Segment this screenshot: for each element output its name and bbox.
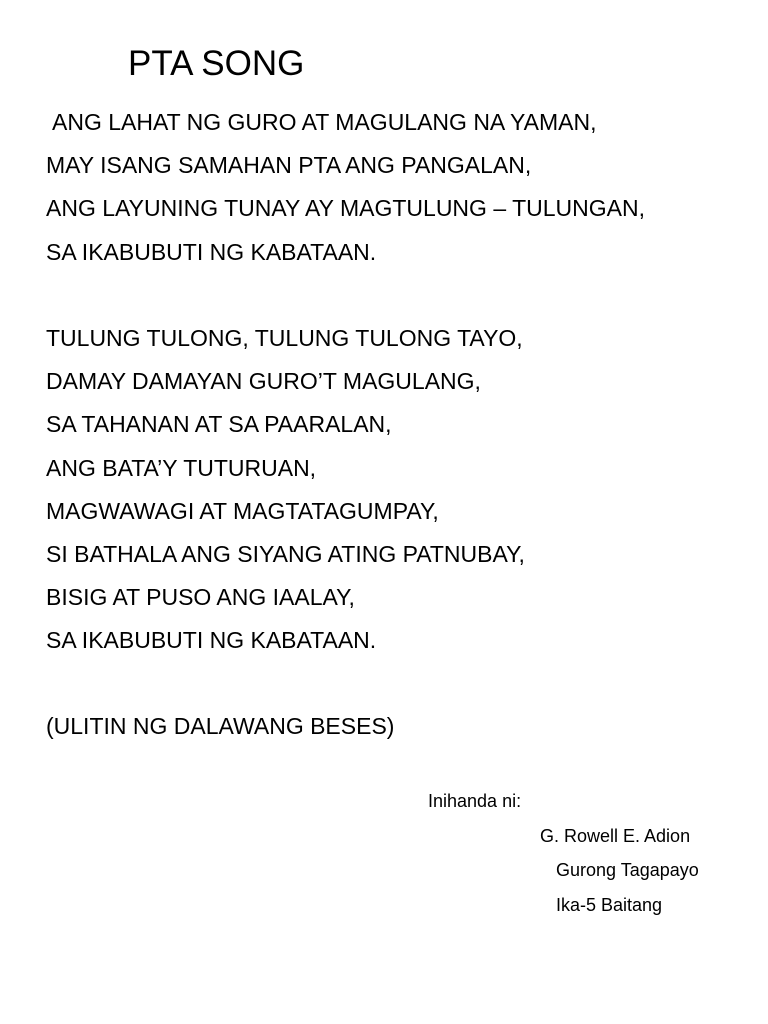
lyric-line: TULUNG TULONG, TULUNG TULONG TAYO, [46,325,523,351]
repeat-note: (ULITIN NG DALAWANG BESES) [46,713,395,739]
verse-2 [46,320,756,666]
author-role: Gurong Tagapayo [556,860,699,880]
prepared-by-label: Inihanda ni: [428,791,522,811]
lyric-line: MAGWAWAGI AT MAGTATAGUMPAY, [46,497,439,524]
lyric-line: SI BATHALA ANG SIYANG ATING PATNUBAY, [46,540,525,567]
verse-1 [46,104,756,277]
lyric-line: ANG LAHAT NG GURO AT MAGULANG NA YAMAN, [52,109,597,135]
lyric-line: MAY ISANG SAMAHAN PTA ANG PANGALAN, [46,152,532,179]
lyric-line: DAMAY DAMAYAN GURO’T MAGULANG, [46,368,481,395]
lyric-line: ANG BATA’Y TUTURUAN, [46,454,317,481]
lyric-line: SA IKABUBUTI NG KABATAAN. [46,238,377,265]
author-name: G. Rowell E. Adion [540,826,691,846]
lyric-line: SA IKABUBUTI NG KABATAAN. [46,627,377,654]
song-title: PTA SONG [128,44,305,83]
author-grade: Ika-5 Baitang [556,895,663,915]
lyric-line: ANG LAYUNING TUNAY AY MAGTULUNG – TULUNGAN, [46,195,645,222]
lyric-line: SA TAHANAN AT SA PAARALAN, [46,411,392,438]
lyric-line: BISIG AT PUSO ANG IAALAY, [46,584,355,611]
